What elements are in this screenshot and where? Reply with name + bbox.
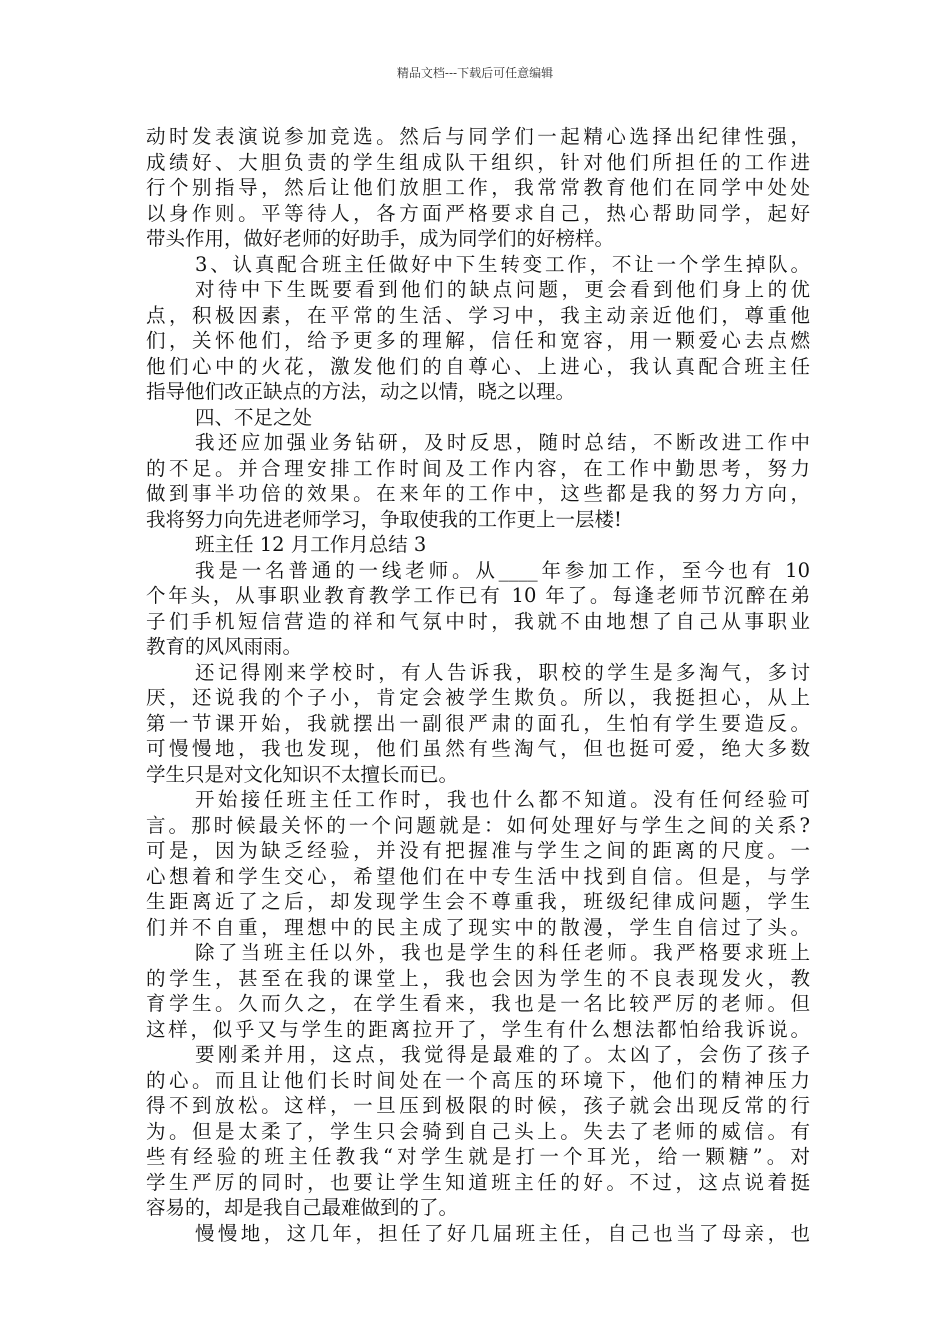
paragraph-line: 还记得刚来学校时，有人告诉我，职校的学生是多淘气，多讨 bbox=[195, 660, 810, 684]
paragraph-line: 要刚柔并用，这点，我觉得是最难的了。太凶了，会伤了孩子 bbox=[195, 1043, 810, 1066]
paragraph-line: 容易的，却是我自己最难做到的了。 bbox=[146, 1196, 459, 1219]
paragraph bbox=[146, 124, 810, 252]
paragraph bbox=[146, 940, 810, 1042]
paragraph-line: 言。那时候最关怀的一个问题就是：如何处理好与学生之间的关系? bbox=[146, 813, 810, 837]
paragraph-line: 慢慢地，这几年，担任了好几届班主任，自己也当了母亲，也 bbox=[195, 1221, 810, 1245]
paragraph-line: 的学生，甚至在我的课堂上，我也会因为学生的不良表现发火，教 bbox=[146, 966, 810, 990]
paragraph bbox=[146, 252, 810, 278]
paragraph bbox=[146, 532, 810, 558]
paragraph-line: 除了当班主任以外，我也是学生的科任老师。我严格要求班上 bbox=[195, 941, 810, 964]
paragraph-line: 班主任 12 月工作月总结 3 bbox=[195, 533, 427, 556]
paragraph-line: 可慢慢地，我也发现，他们虽然有些淘气，但也挺可爱，绝大多数 bbox=[146, 737, 810, 760]
paragraph bbox=[146, 787, 810, 940]
paragraph-line: 学生只是对文化知识不太擅长而已。 bbox=[146, 762, 459, 786]
paragraph-line: 我还应加强业务钻研，及时反思，随时总结，不断改进工作中 bbox=[195, 431, 810, 454]
paragraph bbox=[146, 405, 810, 431]
paragraph-line: 我是一名普通的一线老师。从____年参加工作，至今也有 10 bbox=[195, 558, 810, 582]
paragraph-line: 些有经验的班主任教我“对学生就是打一个耳光，给一颗糖”。对 bbox=[146, 1145, 810, 1168]
paragraph-line: 指导他们改正缺点的方法，动之以情，晓之以理。 bbox=[146, 380, 576, 403]
paragraph-line: 点，积极因素，在平常的生活、学习中，我主动亲近他们，尊重他 bbox=[146, 303, 810, 327]
paragraph-line: 学生严厉的同时，也要让学生知道班主任的好。不过，这点说着挺 bbox=[146, 1170, 810, 1194]
paragraph-line: 他们心中的火花，激发他们的自尊心、上进心，我认真配合班主任 bbox=[146, 354, 810, 378]
paragraph-line: 开始接任班主任工作时，我也什么都不知道。没有任何经验可 bbox=[195, 788, 810, 811]
paragraph bbox=[146, 558, 810, 660]
paragraph-line: 的心。而且让他们长时间处在一个高压的环境下，他们的精神压力 bbox=[146, 1068, 810, 1092]
paragraph-line: 心想着和学生交心，希望他们在中专生活中找到自信。但是，与学 bbox=[146, 864, 810, 888]
paragraph-line: 为。但是太柔了，学生只会骑到自己头上。失去了老师的威信。有 bbox=[146, 1119, 810, 1143]
paragraph bbox=[146, 1221, 810, 1247]
paragraph-line: 成绩好、大胆负责的学生组成队干组织，针对他们所担任的工作进 bbox=[146, 150, 810, 174]
paragraph-line: 们，关怀他们，给予更多的理解，信任和宽容，用一颗爱心去点燃 bbox=[146, 329, 810, 352]
paragraph-line: 教育的风风雨雨。 bbox=[146, 635, 303, 658]
paragraph-line: 做到事半功倍的效果。在来年的工作中，这些都是我的努力方向， bbox=[146, 482, 810, 505]
paragraph-line: 动时发表演说参加竞选。然后与同学们一起精心选择出纪律性强， bbox=[146, 125, 810, 148]
paragraph-line: 们并不自重，理想中的民主成了现实中的散漫，学生自信过了头。 bbox=[146, 915, 810, 939]
paragraph-line: 个年头，从事职业教育教学工作已有 10 年了。每逢老师节沉醉在弟 bbox=[146, 584, 810, 607]
paragraph bbox=[146, 430, 810, 532]
paragraph bbox=[146, 1042, 810, 1221]
paragraph-line: 第一节课开始，我就摆出一副很严肃的面孔，生怕有学生要造反。 bbox=[146, 711, 810, 735]
paragraph-line: 厌，还说我的个子小，肯定会被学生欺负。所以，我挺担心，从上 bbox=[146, 686, 810, 709]
paragraph-line: 子们手机短信营造的祥和气氛中时，我就不由地想了自己从事职业 bbox=[146, 609, 810, 633]
paragraph-line: 我将努力向先进老师学习，争取使我的工作更上一层楼! bbox=[146, 507, 622, 531]
paragraph-line: 带头作用，做好老师的好助手，成为同学们的好榜样。 bbox=[146, 227, 615, 250]
paragraph-line: 可是，因为缺乏经验，并没有把握准与学生之间的距离的尺度。一 bbox=[146, 839, 810, 862]
paragraph-line: 生距离近了之后，却发现学生会不尊重我，班级纪律成问题，学生 bbox=[146, 890, 810, 913]
document-body bbox=[146, 124, 810, 1246]
paragraph-line: 对待中下生既要看到他们的缺点问题，更会看到他们身上的优 bbox=[195, 278, 810, 301]
paragraph bbox=[146, 660, 810, 788]
paragraph bbox=[146, 277, 810, 405]
paragraph-line: 以身作则。平等待人，各方面严格要求自己，热心帮助同学，起好 bbox=[146, 201, 810, 225]
paragraph-line: 得不到放松。这样，一旦压到极限的时候，孩子就会出现反常的行 bbox=[146, 1094, 810, 1117]
paragraph-line: 这样，似乎又与学生的距离拉开了，学生有什么想法都怕给我诉说。 bbox=[146, 1017, 810, 1041]
paragraph-line: 行个别指导，然后让他们放胆工作，我常常教育他们在同学中处处 bbox=[146, 176, 810, 199]
page-header: 精品文档---下载后可任意编辑 bbox=[396, 66, 554, 80]
paragraph-line: 的不足。并合理安排工作时间及工作内容，在工作中勤思考，努力 bbox=[146, 456, 810, 480]
paragraph-line: 3、认真配合班主任做好中下生转变工作，不让一个学生掉队。 bbox=[195, 252, 810, 276]
paragraph-line: 育学生。久而久之，在学生看来，我也是一名比较严厉的老师。但 bbox=[146, 992, 810, 1015]
paragraph-line: 四、不足之处 bbox=[195, 405, 313, 429]
